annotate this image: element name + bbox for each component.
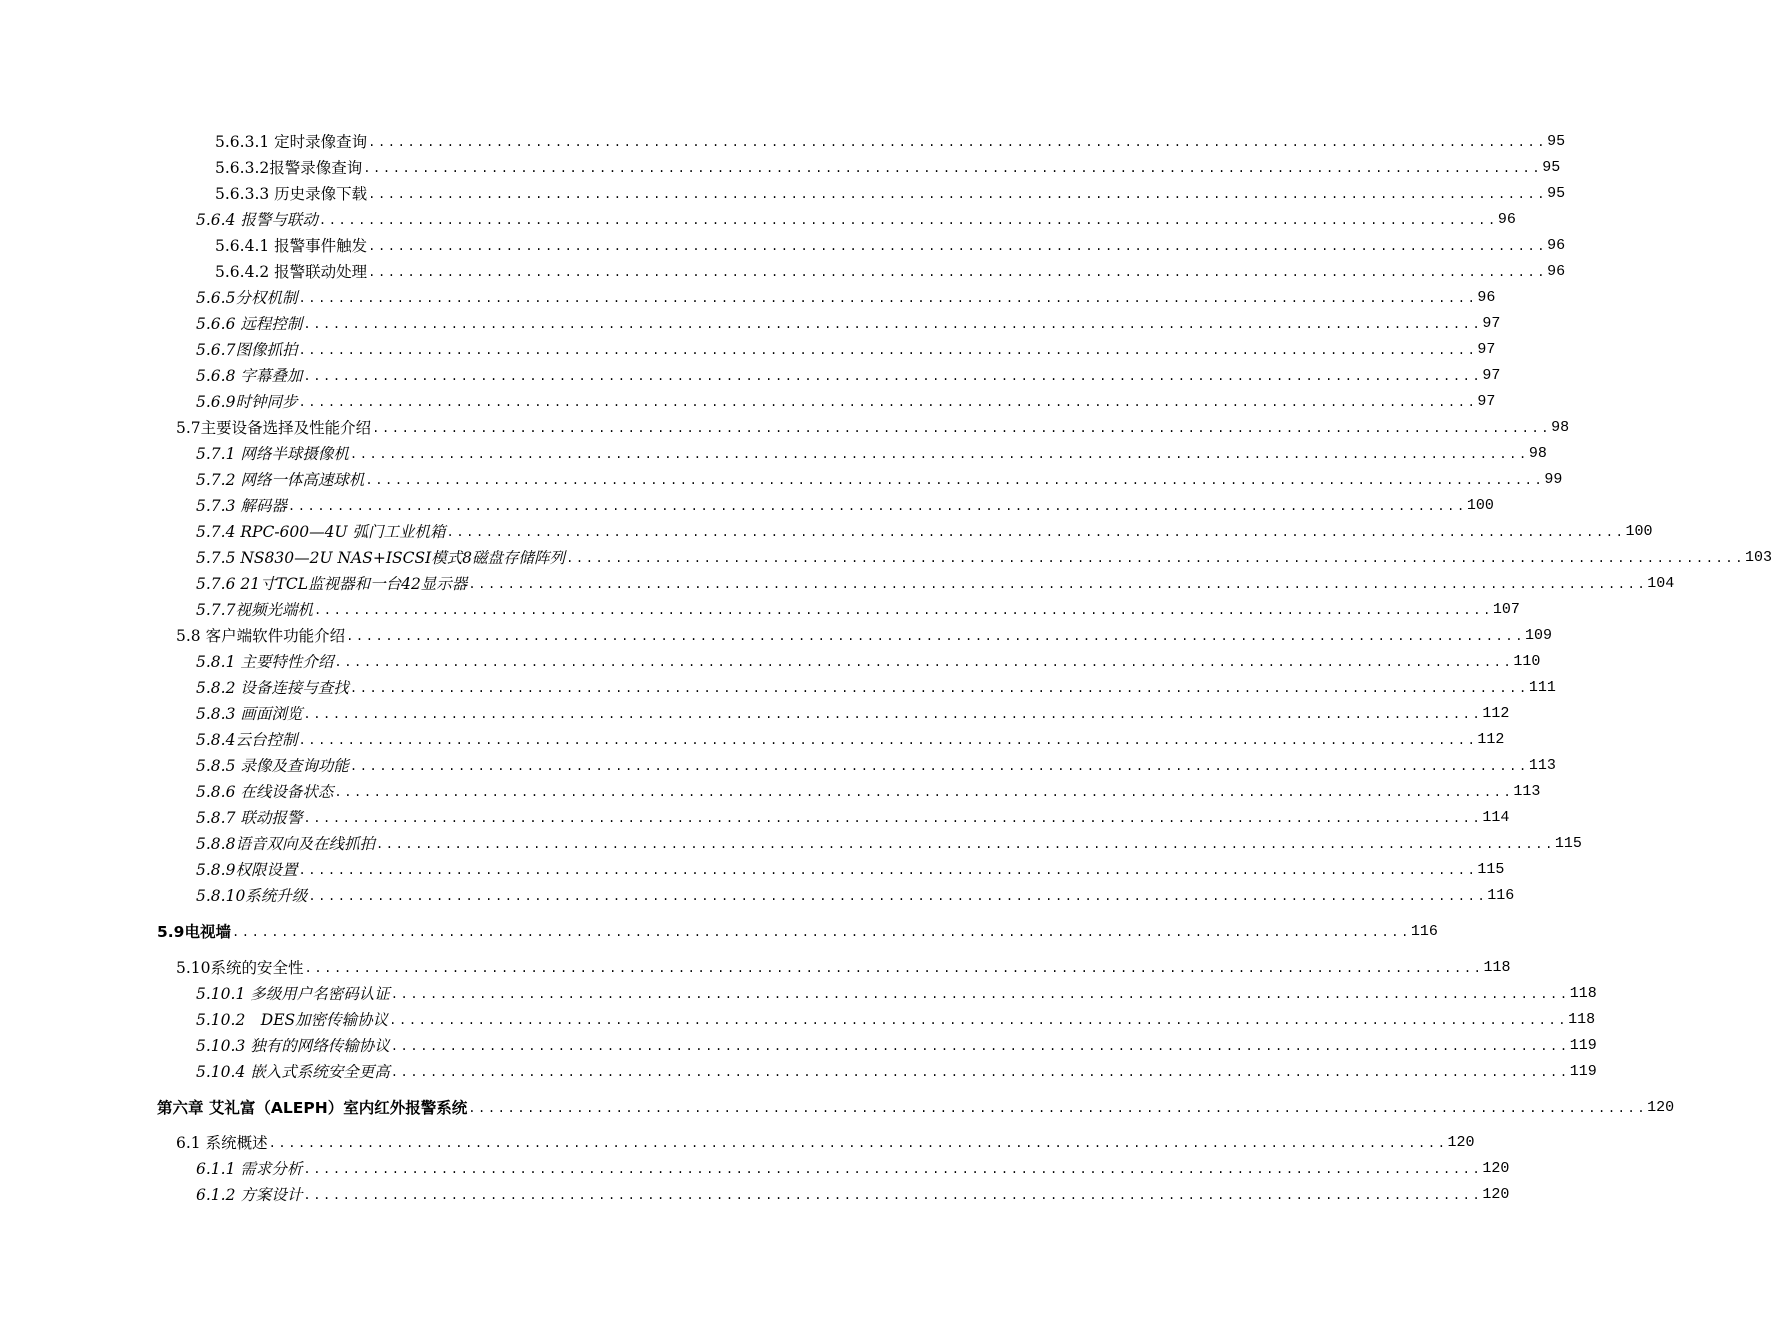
toc-dot-leader: ........................................................................................................................ (231, 925, 1411, 939)
toc-page-number: 96 (1477, 289, 1496, 306)
toc-page-number: 120 (1482, 1160, 1510, 1177)
toc-title: 5.8.4云台控制 (196, 731, 298, 749)
toc-dot-leader: ........................................................................................................................ (346, 629, 1526, 643)
toc-title: 5.7.5 NS830—2U NAS+ISCSI模式8磁盘存储阵列 (196, 549, 566, 567)
toc-dot-leader: ........................................................................................................................ (363, 161, 1543, 175)
toc-title: 5.8.1 主要特性介绍 (196, 653, 334, 671)
toc-page-number: 98 (1551, 419, 1570, 436)
toc-dot-leader: ........................................................................................................................ (446, 525, 1626, 539)
toc-dot-leader: ........................................................................................................................ (566, 551, 1746, 565)
toc-entry[interactable] (196, 1180, 1510, 1204)
toc-entry[interactable] (196, 881, 1515, 905)
toc-entry[interactable] (215, 257, 1566, 281)
toc-page-number: 118 (1568, 1011, 1596, 1028)
toc-entry[interactable] (196, 829, 1582, 853)
toc-title: 5.10.2 DES加密传输协议 (196, 1011, 389, 1029)
toc-title: 5.8.10系统升级 (196, 887, 308, 905)
toc-entry[interactable] (176, 953, 1511, 977)
toc-page-number: 110 (1513, 653, 1541, 670)
toc-title: 5.7.6 21寸TCL监视器和一台42显示器 (196, 575, 468, 593)
toc-entry[interactable] (196, 517, 1653, 541)
toc-page-number: 107 (1492, 601, 1520, 618)
toc-dot-leader: ........................................................................................................................ (287, 499, 1467, 513)
toc-entry[interactable] (196, 569, 1675, 593)
toc-page-number: 119 (1569, 1037, 1597, 1054)
toc-page-number: 109 (1525, 627, 1553, 644)
toc-dot-leader: ........................................................................................................................ (349, 681, 1529, 695)
toc-page-number: 97 (1482, 315, 1501, 332)
toc-dot-leader: ........................................................................................................................ (349, 759, 1529, 773)
toc-title: 5.6.4.1 报警事件触发 (215, 237, 368, 255)
toc-entry[interactable] (196, 1057, 1597, 1081)
toc-page-number: 119 (1569, 1063, 1597, 1080)
toc-title: 5.7.1 网络半球摄像机 (196, 445, 349, 463)
toc-entry[interactable] (196, 335, 1496, 359)
toc-entry[interactable] (215, 231, 1566, 255)
toc-page-number: 118 (1483, 959, 1511, 976)
toc-dot-leader: ........................................................................................................................ (368, 187, 1548, 201)
toc-title: 5.10.4 嵌入式系统安全更高 (196, 1063, 390, 1081)
toc-title: 5.6.8 字幕叠加 (196, 367, 303, 385)
toc-entry[interactable] (196, 699, 1510, 723)
toc-title: 5.6.3.1 定时录像查询 (215, 133, 368, 151)
toc-dot-leader: ........................................................................................................................ (298, 291, 1478, 305)
toc-dot-leader: ........................................................................................................................ (303, 1162, 1483, 1176)
toc-entry[interactable] (196, 751, 1556, 775)
toc-dot-leader: ........................................................................................................................ (304, 961, 1484, 975)
toc-title: 5.7.3 解码器 (196, 497, 287, 515)
toc-page-number: 99 (1544, 471, 1563, 488)
toc-entry[interactable] (157, 917, 1438, 941)
toc-page-number: 112 (1482, 705, 1510, 722)
toc-dot-leader: ........................................................................................................................ (468, 1101, 1648, 1115)
toc-title: 5.10.1 多级用户名密码认证 (196, 985, 390, 1003)
toc-page-number: 103 (1745, 549, 1772, 566)
toc-dot-leader: ........................................................................................................................ (298, 733, 1478, 747)
toc-dot-leader: ........................................................................................................................ (298, 863, 1478, 877)
toc-dot-leader: ........................................................................................................................ (334, 655, 1514, 669)
toc-page-number: 115 (1477, 861, 1505, 878)
toc-title: 5.6.4 报警与联动 (196, 211, 318, 229)
toc-title: 5.8.8语音双向及在线抓拍 (196, 835, 375, 853)
toc-page-number: 112 (1477, 731, 1505, 748)
toc-title: 6.1.1 需求分析 (196, 1160, 303, 1178)
toc-dot-leader: ........................................................................................................................ (298, 395, 1478, 409)
toc-entry[interactable] (196, 1154, 1510, 1178)
toc-page-number: 113 (1528, 757, 1556, 774)
toc-dot-leader: ........................................................................................................................ (368, 265, 1548, 279)
toc-title: 5.6.3.3 历史录像下载 (215, 185, 368, 203)
toc-entry[interactable] (196, 855, 1505, 879)
toc-title: 5.8.5 录像及查询功能 (196, 757, 349, 775)
toc-page-number: 95 (1547, 133, 1566, 150)
toc-entry[interactable] (196, 673, 1556, 697)
toc-entry[interactable] (196, 309, 1501, 333)
toc-dot-leader: ........................................................................................................................ (390, 1039, 1570, 1053)
toc-entry[interactable] (196, 1031, 1597, 1055)
toc-dot-leader: ........................................................................................................................ (368, 239, 1548, 253)
toc-title: 5.6.7图像抓拍 (196, 341, 298, 359)
toc-entry[interactable] (157, 1093, 1675, 1117)
toc-dot-leader: ........................................................................................................................ (303, 317, 1483, 331)
toc-dot-leader: ........................................................................................................................ (318, 213, 1498, 227)
toc-dot-leader: ........................................................................................................................ (468, 577, 1648, 591)
toc-entry[interactable] (196, 205, 1516, 229)
toc-dot-leader: ........................................................................................................................ (375, 837, 1555, 851)
toc-title: 6.1.2 方案设计 (196, 1186, 303, 1204)
toc-entry[interactable] (196, 777, 1541, 801)
toc-entry[interactable] (196, 1005, 1596, 1029)
toc-title: 5.6.9时钟同步 (196, 393, 298, 411)
toc-dot-leader: ........................................................................................................................ (372, 421, 1552, 435)
toc-title: 5.7主要设备选择及性能介绍 (176, 419, 372, 437)
toc-page-number: 97 (1482, 367, 1501, 384)
toc-entry[interactable] (196, 725, 1505, 749)
toc-page-number: 97 (1477, 393, 1496, 410)
toc-dot-leader: ........................................................................................................................ (303, 369, 1483, 383)
toc-dot-leader: ........................................................................................................................ (390, 1065, 1570, 1079)
toc-entry[interactable] (196, 387, 1496, 411)
toc-title: 第六章 艾礼富（ALEPH）室内红外报警系统 (157, 1099, 468, 1117)
toc-dot-leader: ........................................................................................................................ (390, 987, 1570, 1001)
toc-entry[interactable] (196, 439, 1547, 463)
toc-entry[interactable] (215, 127, 1566, 151)
toc-entry[interactable] (196, 491, 1494, 515)
toc-title: 6.1 系统概述 (176, 1134, 268, 1152)
toc-title: 5.10系统的安全性 (176, 959, 304, 977)
toc-entry[interactable] (176, 621, 1553, 645)
toc-page-number: 113 (1513, 783, 1541, 800)
toc-dot-leader: ........................................................................................................................ (389, 1013, 1569, 1027)
toc-entry[interactable] (176, 413, 1570, 437)
toc-page-number: 120 (1647, 1099, 1675, 1116)
toc-title: 5.7.7视频光端机 (196, 601, 313, 619)
toc-title: 5.6.4.2 报警联动处理 (215, 263, 368, 281)
toc-page-number: 115 (1554, 835, 1582, 852)
toc-entry[interactable] (196, 647, 1541, 671)
toc-dot-leader: ........................................................................................................................ (365, 473, 1545, 487)
toc-dot-leader: ........................................................................................................................ (349, 447, 1529, 461)
toc-dot-leader: ........................................................................................................................ (298, 343, 1478, 357)
toc-dot-leader: ........................................................................................................................ (368, 135, 1548, 149)
toc-dot-leader: ........................................................................................................................ (334, 785, 1514, 799)
toc-page-number: 96 (1547, 237, 1566, 254)
toc-page-number: 97 (1477, 341, 1496, 358)
toc-page-number: 98 (1528, 445, 1547, 462)
toc-title: 5.6.3.2报警录像查询 (215, 159, 363, 177)
toc-page-number: 100 (1625, 523, 1653, 540)
toc-entry[interactable] (196, 803, 1510, 827)
toc-title: 5.8.9权限设置 (196, 861, 298, 879)
toc-dot-leader: ........................................................................................................................ (268, 1136, 1448, 1150)
toc-dot-leader: ........................................................................................................................ (313, 603, 1493, 617)
toc-title: 5.7.2 网络一体高速球机 (196, 471, 365, 489)
toc-dot-leader: ........................................................................................................................ (303, 1188, 1483, 1202)
toc-entry[interactable] (196, 595, 1520, 619)
toc-entry[interactable] (215, 153, 1561, 177)
toc-entry[interactable] (196, 543, 1772, 567)
toc-page-number: 116 (1410, 923, 1438, 940)
toc-title: 5.10.3 独有的网络传输协议 (196, 1037, 390, 1055)
toc-entry[interactable] (196, 361, 1501, 385)
toc-entry[interactable] (196, 979, 1597, 1003)
toc-title: 5.8.3 画面浏览 (196, 705, 303, 723)
toc-title: 5.9电视墙 (157, 923, 231, 941)
toc-title: 5.8.2 设备连接与查找 (196, 679, 349, 697)
toc-title: 5.6.6 远程控制 (196, 315, 303, 333)
toc-title: 5.8 客户端软件功能介绍 (176, 627, 346, 645)
toc-page-number: 100 (1466, 497, 1494, 514)
toc-page-number: 120 (1447, 1134, 1475, 1151)
toc-page-number: 95 (1542, 159, 1561, 176)
toc-page-number: 111 (1528, 679, 1556, 696)
toc-title: 5.8.6 在线设备状态 (196, 783, 334, 801)
toc-page-number: 118 (1569, 985, 1597, 1002)
toc-entry[interactable] (215, 179, 1566, 203)
toc-title: 5.8.7 联动报警 (196, 809, 303, 827)
toc-page-number: 96 (1547, 263, 1566, 280)
toc-page-number: 114 (1482, 809, 1510, 826)
toc-title: 5.6.5分权机制 (196, 289, 298, 307)
toc-dot-leader: ........................................................................................................................ (308, 889, 1488, 903)
toc-dot-leader: ........................................................................................................................ (303, 707, 1483, 721)
toc-page-number: 120 (1482, 1186, 1510, 1203)
toc-entry[interactable] (196, 465, 1563, 489)
toc-title: 5.7.4 RPC-600—4U 弧门工业机箱 (196, 523, 446, 541)
toc-entry[interactable] (196, 283, 1496, 307)
toc-page-number: 116 (1487, 887, 1515, 904)
toc-page-number: 95 (1547, 185, 1566, 202)
toc-page-number: 104 (1647, 575, 1675, 592)
toc-page-number: 96 (1497, 211, 1516, 228)
toc-entry[interactable] (176, 1128, 1475, 1152)
toc-dot-leader: ........................................................................................................................ (303, 811, 1483, 825)
